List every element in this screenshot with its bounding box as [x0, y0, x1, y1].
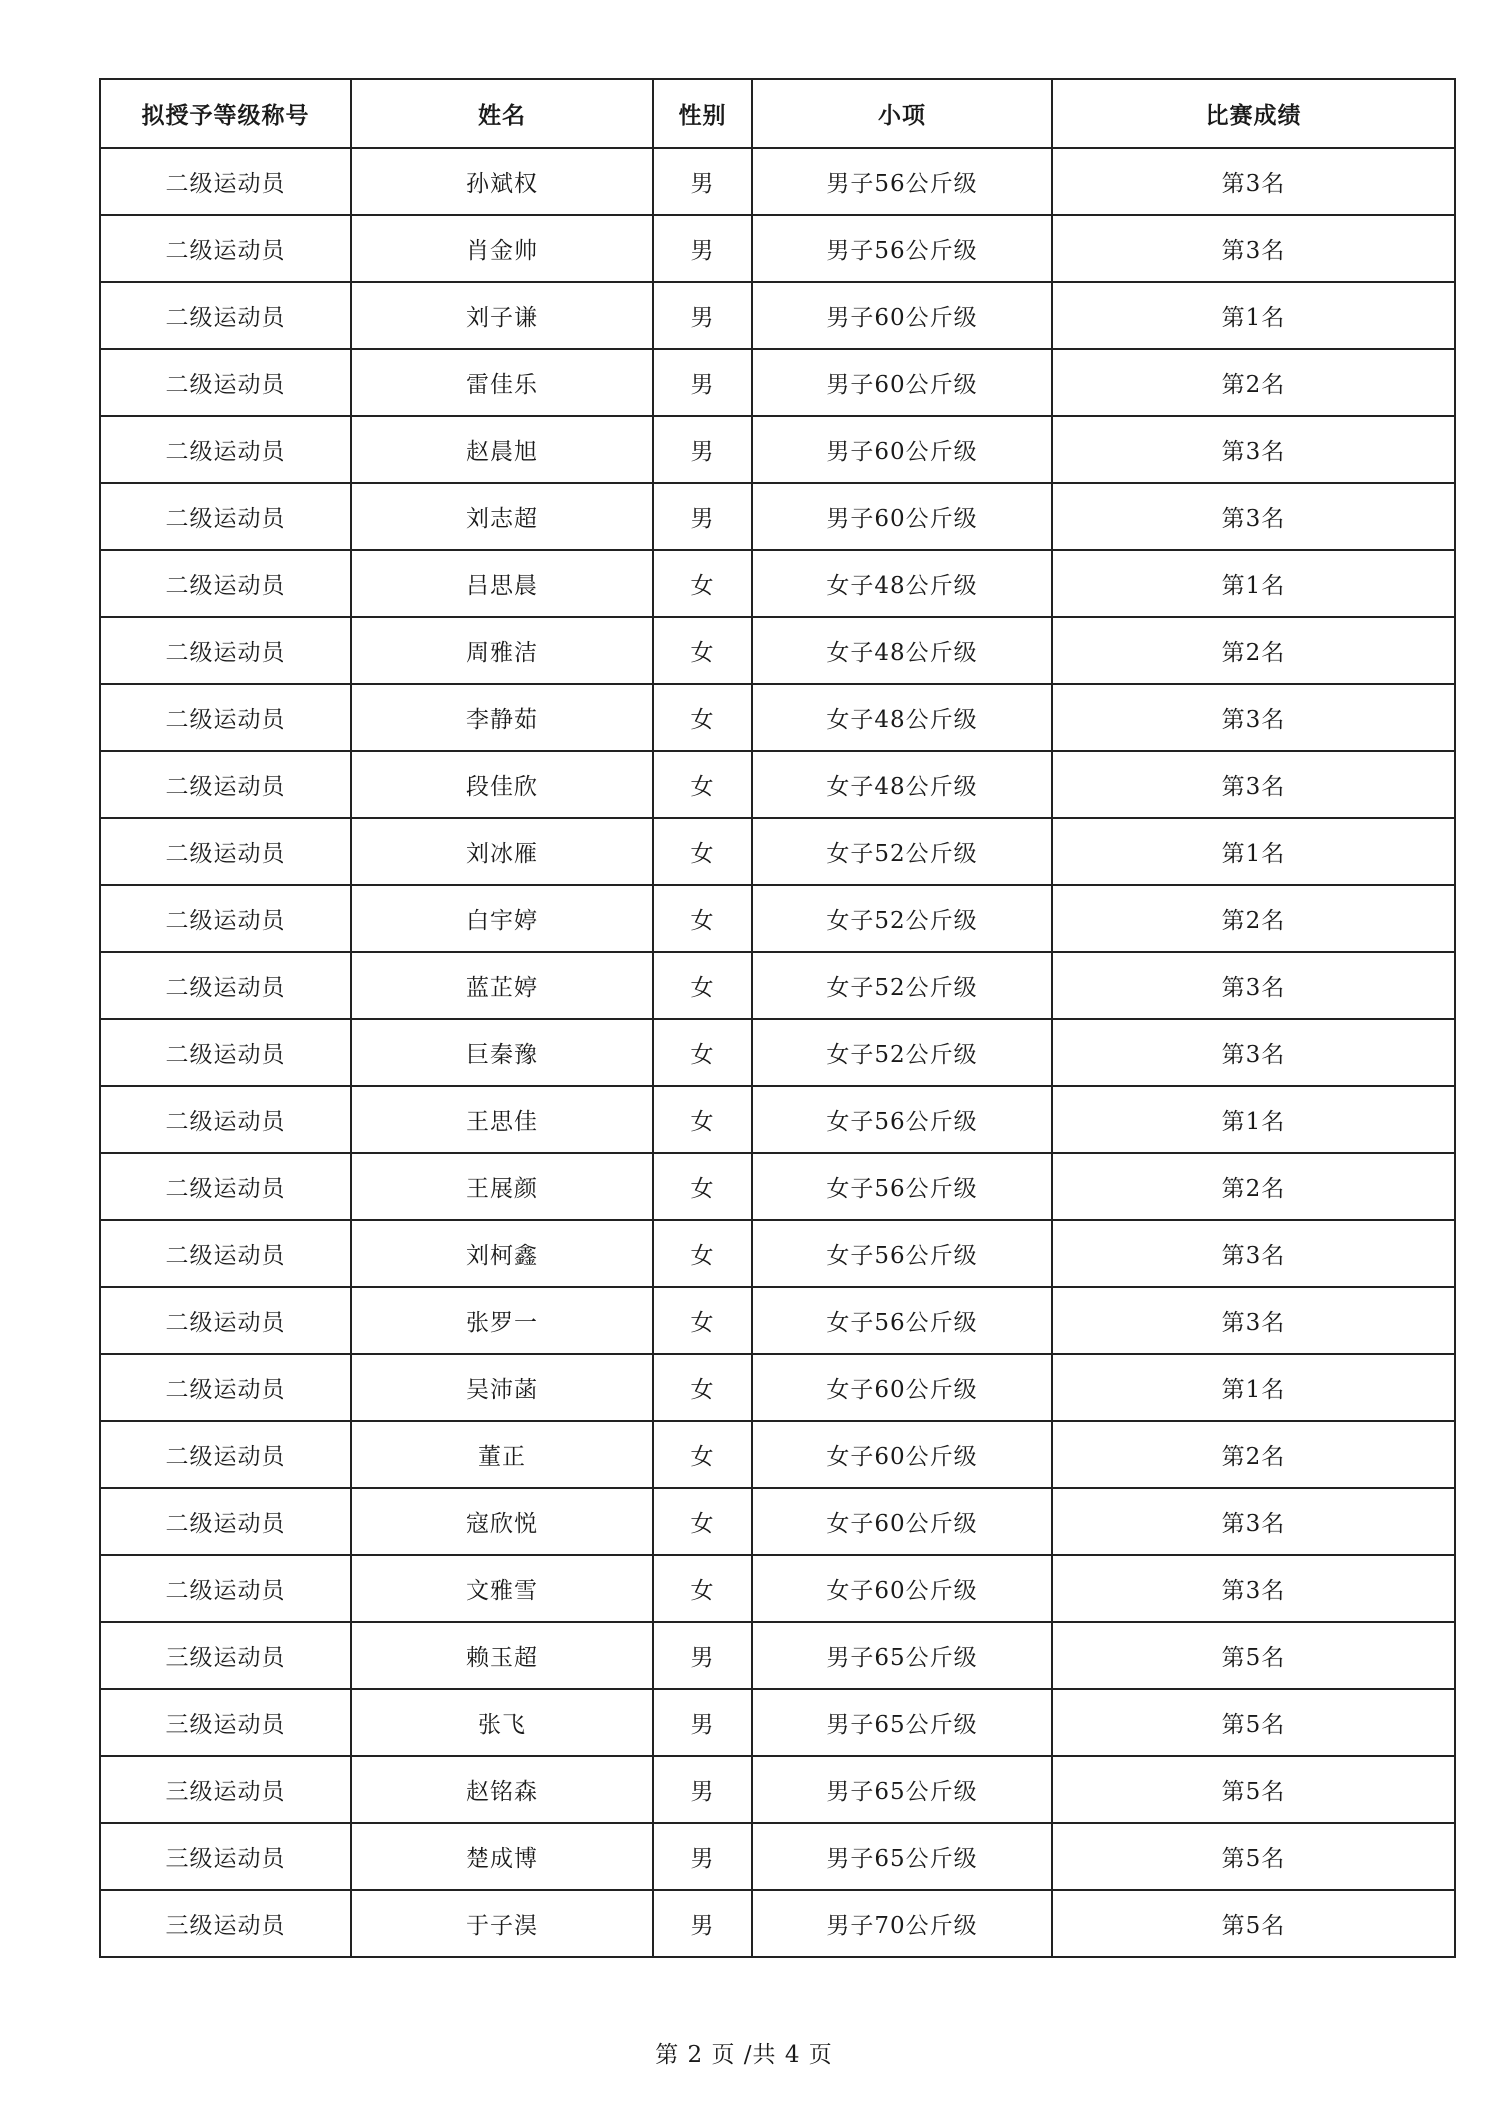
header-sex: 性别 — [653, 79, 752, 148]
cell-event: 女子48公斤级 — [752, 684, 1052, 751]
cell-event: 男子65公斤级 — [752, 1622, 1052, 1689]
cell-event: 男子65公斤级 — [752, 1689, 1052, 1756]
cell-sex: 男 — [653, 1622, 752, 1689]
table-row — [100, 1555, 1455, 1622]
cell-grade: 三级运动员 — [100, 1622, 351, 1689]
cell-event: 女子56公斤级 — [752, 1220, 1052, 1287]
cell-event: 女子60公斤级 — [752, 1555, 1052, 1622]
table-row — [100, 885, 1455, 952]
cell-name: 张罗一 — [351, 1287, 653, 1354]
cell-result: 第3名 — [1052, 416, 1455, 483]
table-row — [100, 818, 1455, 885]
table-row — [100, 1823, 1455, 1890]
cell-name: 巨秦豫 — [351, 1019, 653, 1086]
cell-event: 女子60公斤级 — [752, 1354, 1052, 1421]
page-number: 第 2 页 /共 4 页 — [655, 2042, 833, 2068]
cell-event: 男子65公斤级 — [752, 1756, 1052, 1823]
cell-name: 王思佳 — [351, 1086, 653, 1153]
cell-grade: 三级运动员 — [100, 1756, 351, 1823]
cell-sex: 女 — [653, 818, 752, 885]
cell-result: 第3名 — [1052, 684, 1455, 751]
table-row — [100, 550, 1455, 617]
table-row — [100, 1019, 1455, 1086]
cell-sex: 女 — [653, 617, 752, 684]
cell-result: 第3名 — [1052, 1019, 1455, 1086]
cell-event: 男子60公斤级 — [752, 483, 1052, 550]
cell-event: 女子60公斤级 — [752, 1421, 1052, 1488]
cell-event: 男子60公斤级 — [752, 416, 1052, 483]
cell-grade: 二级运动员 — [100, 1287, 351, 1354]
cell-grade: 二级运动员 — [100, 483, 351, 550]
cell-sex: 男 — [653, 282, 752, 349]
cell-name: 赖玉超 — [351, 1622, 653, 1689]
cell-sex: 男 — [653, 1756, 752, 1823]
cell-name: 孙斌权 — [351, 148, 653, 215]
header-event: 小项 — [752, 79, 1052, 148]
cell-result: 第5名 — [1052, 1689, 1455, 1756]
cell-grade: 二级运动员 — [100, 1086, 351, 1153]
cell-sex: 女 — [653, 751, 752, 818]
cell-grade: 二级运动员 — [100, 1153, 351, 1220]
table-row — [100, 617, 1455, 684]
cell-result: 第5名 — [1052, 1823, 1455, 1890]
cell-event: 女子60公斤级 — [752, 1488, 1052, 1555]
cell-result: 第3名 — [1052, 1287, 1455, 1354]
cell-event: 女子56公斤级 — [752, 1153, 1052, 1220]
cell-result: 第3名 — [1052, 952, 1455, 1019]
table-row — [100, 1153, 1455, 1220]
cell-event: 女子52公斤级 — [752, 885, 1052, 952]
cell-result: 第2名 — [1052, 1153, 1455, 1220]
cell-name: 肖金帅 — [351, 215, 653, 282]
cell-name: 王展颜 — [351, 1153, 653, 1220]
table-row — [100, 148, 1455, 215]
cell-name: 雷佳乐 — [351, 349, 653, 416]
cell-grade: 二级运动员 — [100, 751, 351, 818]
table-row — [100, 282, 1455, 349]
cell-result: 第3名 — [1052, 483, 1455, 550]
cell-grade: 二级运动员 — [100, 148, 351, 215]
cell-event: 女子52公斤级 — [752, 1019, 1052, 1086]
cell-grade: 二级运动员 — [100, 818, 351, 885]
cell-sex: 男 — [653, 1890, 752, 1957]
cell-event: 男子65公斤级 — [752, 1823, 1052, 1890]
cell-sex: 女 — [653, 1220, 752, 1287]
cell-sex: 女 — [653, 1086, 752, 1153]
cell-name: 刘柯鑫 — [351, 1220, 653, 1287]
table-body — [100, 148, 1455, 1957]
table-row — [100, 1220, 1455, 1287]
table-row — [100, 1086, 1455, 1153]
cell-result: 第5名 — [1052, 1756, 1455, 1823]
cell-name: 董正 — [351, 1421, 653, 1488]
cell-event: 男子56公斤级 — [752, 215, 1052, 282]
cell-event: 女子56公斤级 — [752, 1287, 1052, 1354]
table-row — [100, 1890, 1455, 1957]
cell-name: 文雅雪 — [351, 1555, 653, 1622]
cell-name: 赵铭森 — [351, 1756, 653, 1823]
cell-result: 第3名 — [1052, 148, 1455, 215]
table-row — [100, 1354, 1455, 1421]
table-row — [100, 483, 1455, 550]
cell-name: 刘志超 — [351, 483, 653, 550]
cell-name: 吴沛菡 — [351, 1354, 653, 1421]
cell-name: 吕思晨 — [351, 550, 653, 617]
header-result: 比赛成绩 — [1052, 79, 1455, 148]
cell-result: 第2名 — [1052, 349, 1455, 416]
cell-grade: 二级运动员 — [100, 1421, 351, 1488]
cell-event: 男子60公斤级 — [752, 282, 1052, 349]
cell-event: 女子52公斤级 — [752, 818, 1052, 885]
athlete-grade-table — [99, 78, 1456, 1958]
cell-grade: 三级运动员 — [100, 1890, 351, 1957]
cell-sex: 男 — [653, 148, 752, 215]
cell-name: 张飞 — [351, 1689, 653, 1756]
cell-grade: 二级运动员 — [100, 1354, 351, 1421]
cell-result: 第1名 — [1052, 818, 1455, 885]
cell-name: 刘冰雁 — [351, 818, 653, 885]
cell-name: 周雅洁 — [351, 617, 653, 684]
cell-name: 段佳欣 — [351, 751, 653, 818]
table-row — [100, 684, 1455, 751]
cell-sex: 女 — [653, 1421, 752, 1488]
cell-sex: 女 — [653, 1153, 752, 1220]
cell-event: 女子56公斤级 — [752, 1086, 1052, 1153]
cell-sex: 女 — [653, 1354, 752, 1421]
cell-sex: 女 — [653, 1019, 752, 1086]
cell-grade: 二级运动员 — [100, 215, 351, 282]
cell-name: 于子淏 — [351, 1890, 653, 1957]
table-row — [100, 751, 1455, 818]
table-header-row — [100, 79, 1455, 148]
cell-grade: 二级运动员 — [100, 349, 351, 416]
cell-name: 李静茹 — [351, 684, 653, 751]
cell-grade: 二级运动员 — [100, 617, 351, 684]
cell-name: 楚成博 — [351, 1823, 653, 1890]
cell-sex: 男 — [653, 483, 752, 550]
table-row — [100, 215, 1455, 282]
cell-event: 女子48公斤级 — [752, 550, 1052, 617]
cell-sex: 女 — [653, 684, 752, 751]
cell-result: 第3名 — [1052, 751, 1455, 818]
cell-name: 白宇婷 — [351, 885, 653, 952]
cell-event: 男子56公斤级 — [752, 148, 1052, 215]
cell-result: 第3名 — [1052, 1555, 1455, 1622]
cell-grade: 二级运动员 — [100, 952, 351, 1019]
cell-grade: 二级运动员 — [100, 885, 351, 952]
cell-sex: 男 — [653, 1689, 752, 1756]
cell-grade: 二级运动员 — [100, 1488, 351, 1555]
cell-result: 第3名 — [1052, 1220, 1455, 1287]
cell-grade: 二级运动员 — [100, 550, 351, 617]
cell-event: 女子52公斤级 — [752, 952, 1052, 1019]
cell-grade: 二级运动员 — [100, 1220, 351, 1287]
cell-grade: 三级运动员 — [100, 1689, 351, 1756]
header-grade: 拟授予等级称号 — [100, 79, 351, 148]
cell-sex: 女 — [653, 1488, 752, 1555]
cell-event: 女子48公斤级 — [752, 751, 1052, 818]
cell-sex: 女 — [653, 952, 752, 1019]
table-row — [100, 1756, 1455, 1823]
cell-result: 第2名 — [1052, 885, 1455, 952]
cell-sex: 男 — [653, 1823, 752, 1890]
cell-result: 第5名 — [1052, 1622, 1455, 1689]
cell-sex: 女 — [653, 885, 752, 952]
cell-sex: 女 — [653, 550, 752, 617]
cell-name: 刘子谦 — [351, 282, 653, 349]
table-row — [100, 952, 1455, 1019]
cell-event: 女子48公斤级 — [752, 617, 1052, 684]
cell-grade: 二级运动员 — [100, 684, 351, 751]
cell-sex: 男 — [653, 416, 752, 483]
table-row — [100, 1488, 1455, 1555]
cell-sex: 男 — [653, 215, 752, 282]
table-row — [100, 416, 1455, 483]
cell-name: 蓝芷婷 — [351, 952, 653, 1019]
cell-name: 赵晨旭 — [351, 416, 653, 483]
cell-event: 男子70公斤级 — [752, 1890, 1052, 1957]
cell-sex: 女 — [653, 1287, 752, 1354]
cell-sex: 男 — [653, 349, 752, 416]
cell-result: 第1名 — [1052, 282, 1455, 349]
cell-grade: 二级运动员 — [100, 1555, 351, 1622]
table-row — [100, 1689, 1455, 1756]
cell-event: 男子60公斤级 — [752, 349, 1052, 416]
cell-result: 第3名 — [1052, 1488, 1455, 1555]
cell-result: 第2名 — [1052, 1421, 1455, 1488]
table-row — [100, 1287, 1455, 1354]
cell-sex: 女 — [653, 1555, 752, 1622]
table-row — [100, 1622, 1455, 1689]
cell-grade: 三级运动员 — [100, 1823, 351, 1890]
cell-result: 第1名 — [1052, 550, 1455, 617]
cell-result: 第1名 — [1052, 1086, 1455, 1153]
cell-grade: 二级运动员 — [100, 1019, 351, 1086]
cell-name: 寇欣悦 — [351, 1488, 653, 1555]
table-row — [100, 349, 1455, 416]
cell-result: 第3名 — [1052, 215, 1455, 282]
cell-result: 第5名 — [1052, 1890, 1455, 1957]
cell-result: 第2名 — [1052, 617, 1455, 684]
header-name: 姓名 — [351, 79, 653, 148]
cell-grade: 二级运动员 — [100, 416, 351, 483]
cell-result: 第1名 — [1052, 1354, 1455, 1421]
table-row — [100, 1421, 1455, 1488]
cell-grade: 二级运动员 — [100, 282, 351, 349]
